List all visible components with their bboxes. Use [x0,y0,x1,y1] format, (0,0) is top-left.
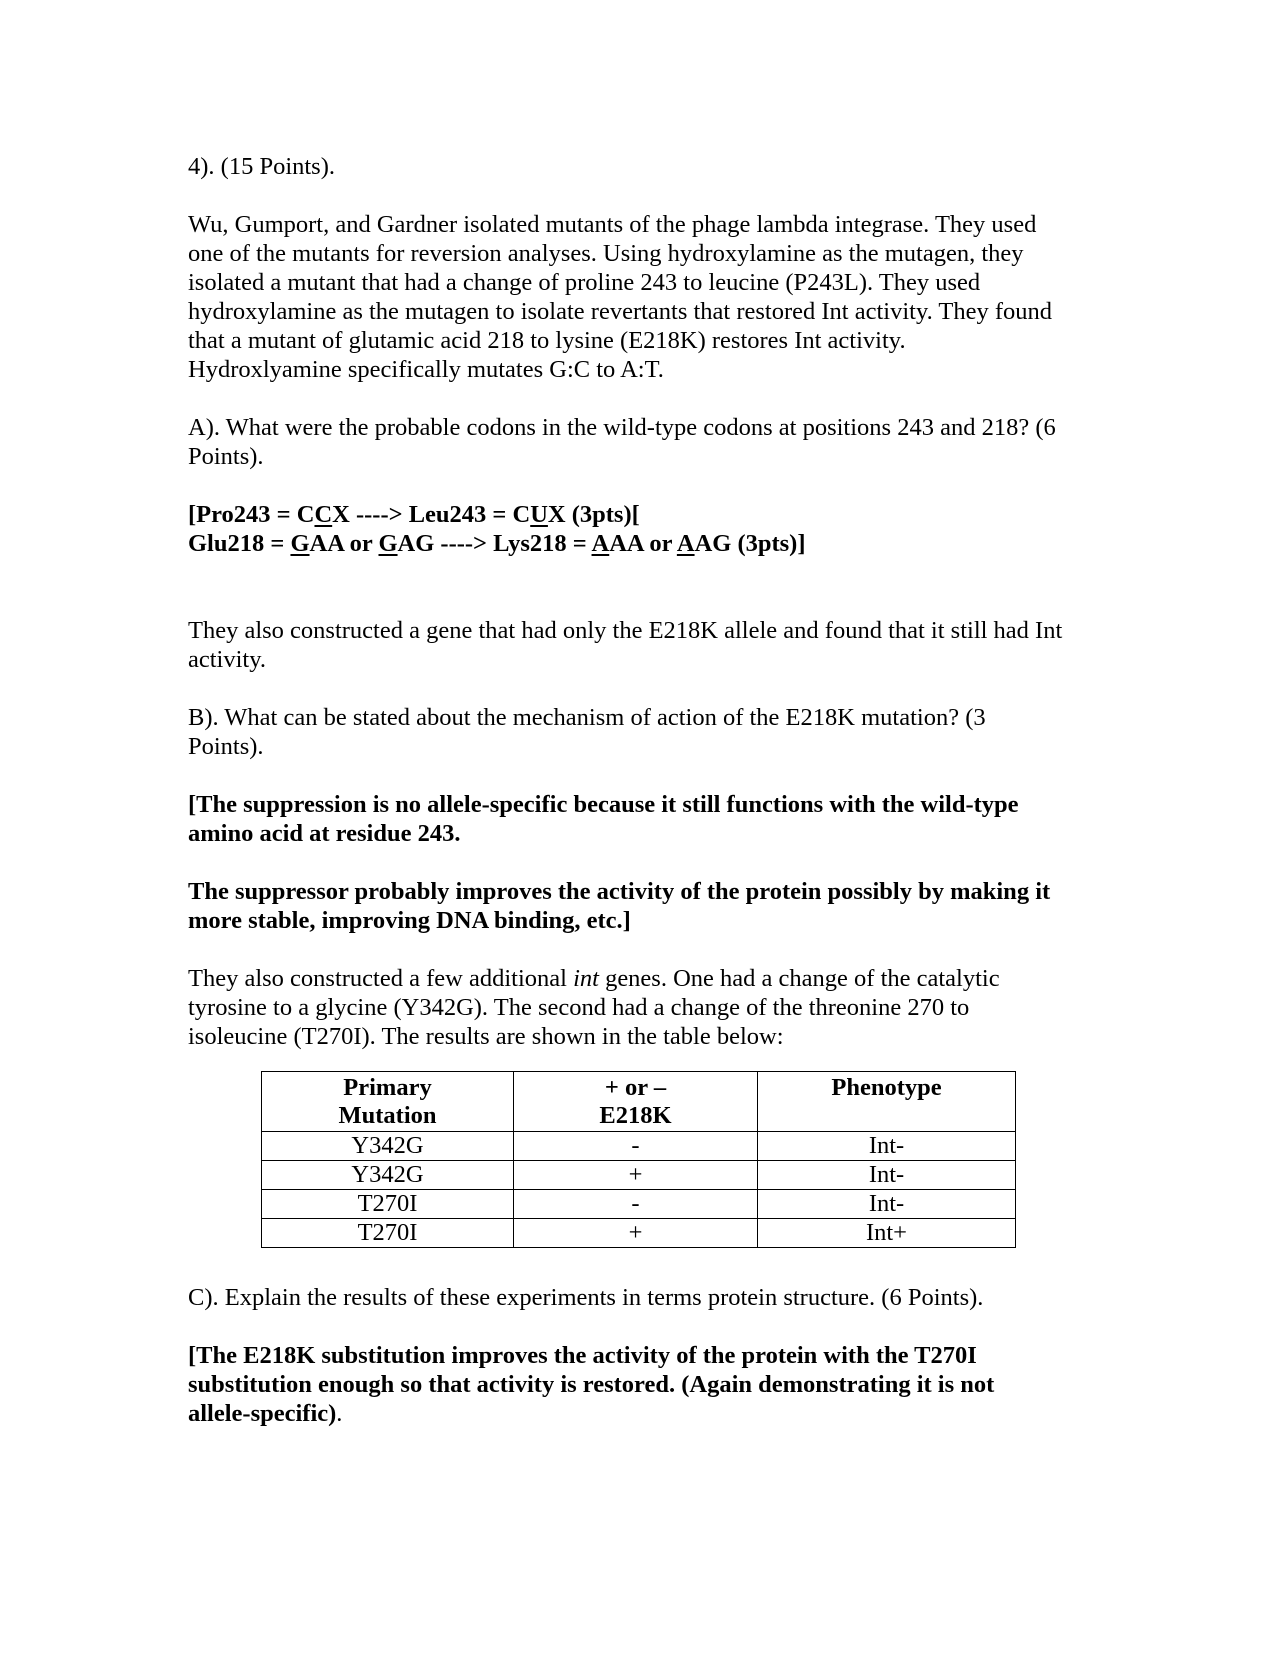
also-constructed-paragraph: They also constructed a gene that had only the E218K allele and found that it still had Int activity. [188,617,1063,673]
part-a-answer [188,500,1088,558]
part-c-question: C). Explain the results of these experiments in terms protein structure. (6 Points). [188,1284,984,1311]
header-primary-mutation: Primary Mutation [262,1072,514,1132]
part-c-answer: [The E218K substitution improves the activity of the protein with the T270I substitution enough so that activity is restored. (Again demonstrating it is not allele-specific). [188,1342,995,1427]
table-row: Y342G - Int- [262,1132,1016,1161]
additional-genes-paragraph: They also constructed a few additional int genes. One had a change of the catalytic tyrosine to a glycine (Y342G). The second had a change of the threonine 270 to isoleucine (T270I). The results are shown in the table below: [188,965,1000,1050]
part-b-answer-2: The suppressor probably improves the activity of the protein possibly by making it more stable, improving DNA binding, etc.] [188,878,1051,934]
results-table [261,1071,1016,1248]
question-header: 4). (15 Points). [188,153,335,180]
table-header-row [262,1072,1016,1132]
intro-paragraph: Wu, Gumport, and Gardner isolated mutants of the phage lambda integrase. They used one of the mutants for reversion analyses. Using hydroxylamine as the mutagen, they isolated a mutant that had a change of proline 243 to leucine (P243L). They used hydroxylamine as the mutagen to isolate revertants that restored Int activity. They found that a mutant of glutamic acid 218 to lysine (E218K) restores Int activity. Hydroxlyamine specifically mutates G:C to A:T. [188,211,1053,383]
part-c-section [188,1283,1088,1428]
table-row: T270I + Int+ [262,1219,1016,1248]
table-row: Y342G + Int- [262,1161,1016,1190]
table-row: T270I - Int- [262,1190,1016,1219]
document-body [188,152,1088,1051]
answer-line-glu218: Glu218 = GAA or GAG ----> Lys218 = AAA or AAG (3pts)] [188,530,806,557]
header-e218k: + or – E218K [514,1072,758,1132]
header-phenotype: Phenotype [758,1072,1016,1132]
answer-line-pro243: [Pro243 = CCX ----> Leu243 = CUX (3pts)[ [188,501,640,528]
part-b-answer-1: [The suppression is no allele-specific because it still functions with the wild-type amino acid at residue 243. [188,791,1019,847]
part-b-question: B). What can be stated about the mechanism of action of the E218K mutation? (3 Points). [188,704,986,760]
part-a-question: A). What were the probable codons in the wild-type codons at positions 243 and 218? (6 Points). [188,414,1056,470]
